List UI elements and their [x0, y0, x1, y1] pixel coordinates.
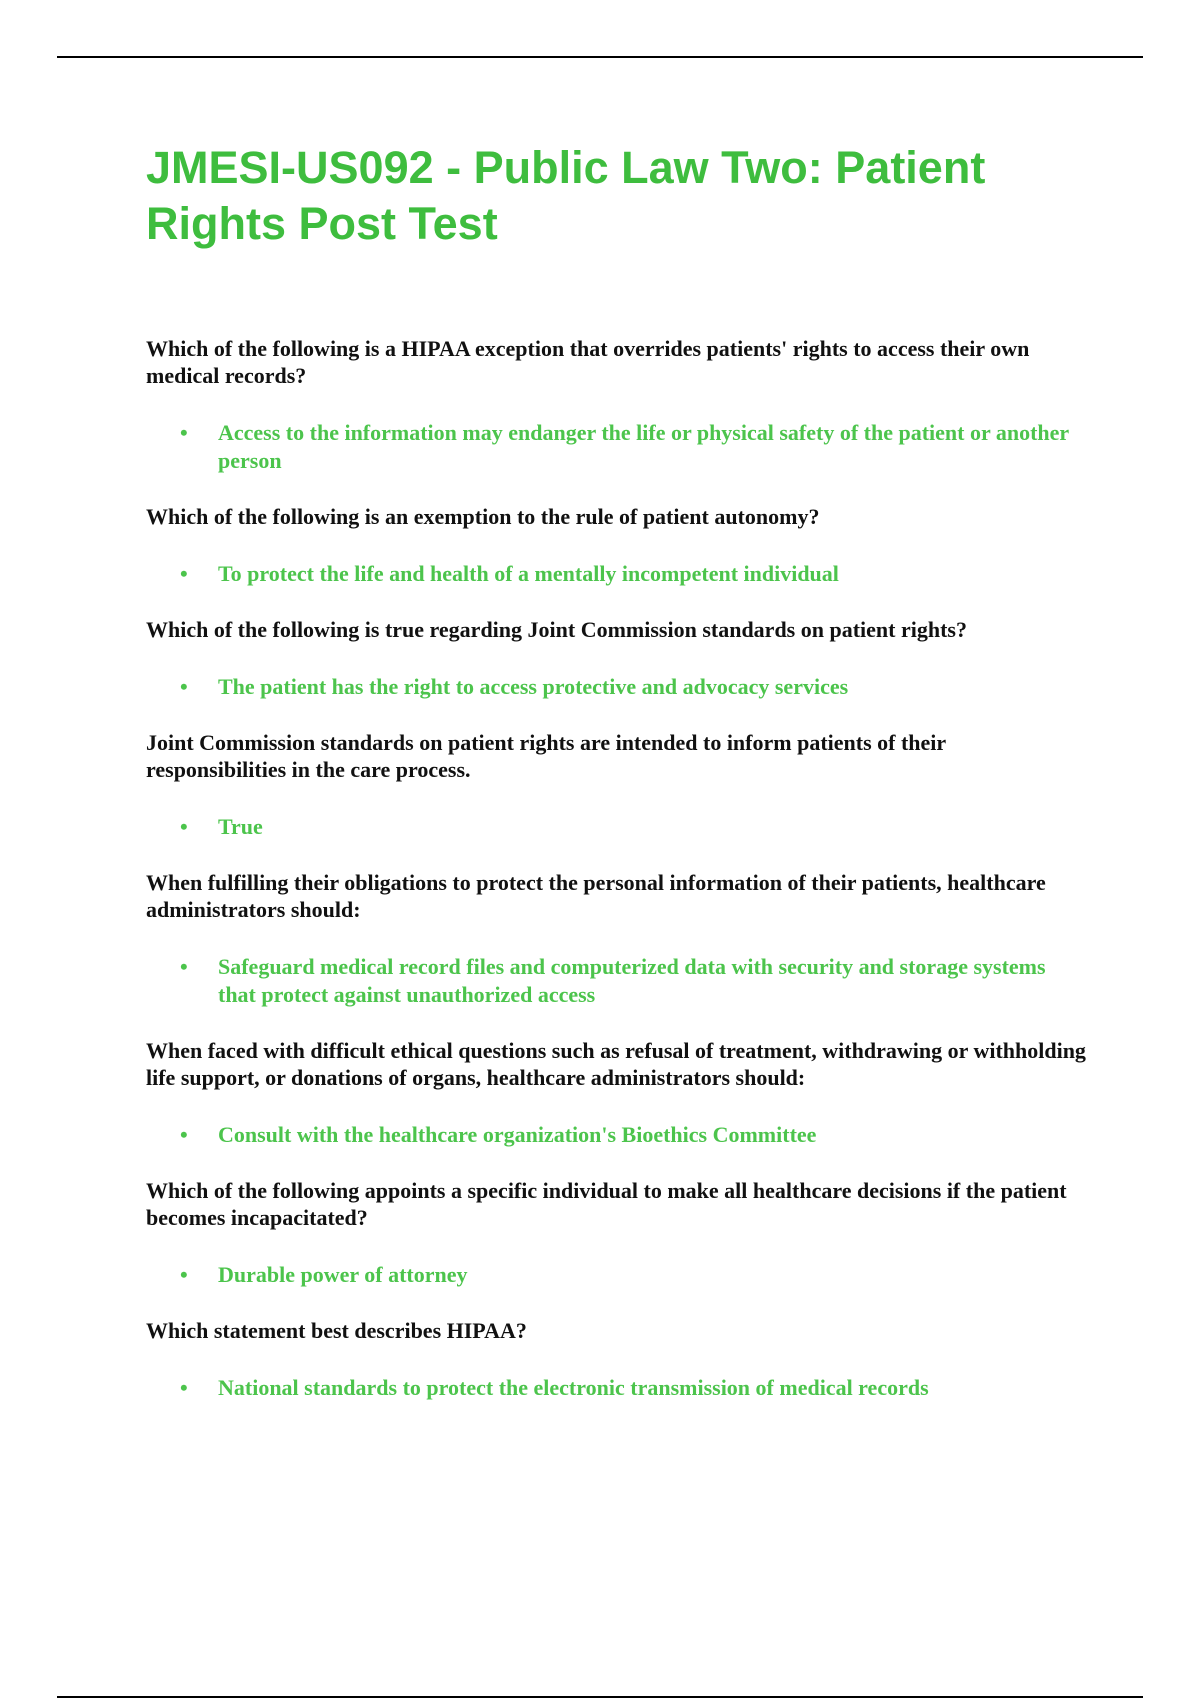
page-title: JMESI-US092 - Public Law Two: Patient Rights Post Test [146, 142, 986, 249]
question-text: Which of the following is true regarding Joint Commission standards on patient rights? [146, 617, 967, 642]
answer-list [146, 419, 1086, 475]
document-body [146, 140, 1086, 1430]
bullet-icon: • [180, 1122, 188, 1147]
question-text: Which statement best describes HIPAA? [146, 1318, 527, 1343]
answer-list [146, 1374, 1086, 1402]
answer-list [146, 813, 1086, 841]
question-text: Which of the following is an exemption to the rule of patient autonomy? [146, 504, 820, 529]
qa-item-7 [146, 1177, 1086, 1289]
qa-item-3 [146, 616, 1086, 701]
question-text: Which of the following is a HIPAA exception that overrides patients' rights to access their own medical records? [146, 336, 1030, 388]
qa-list [146, 335, 1086, 1402]
top-rule [57, 56, 1143, 58]
answer-label: National standards to protect the electronic transmission of medical records [218, 1375, 929, 1400]
bullet-icon: • [180, 674, 188, 699]
qa-item-2 [146, 503, 1086, 588]
qa-item-5 [146, 869, 1086, 1009]
bullet-icon: • [180, 814, 188, 839]
answer-list [146, 1261, 1086, 1289]
answer-label: To protect the life and health of a mentally incompetent individual [218, 561, 839, 586]
bottom-rule [57, 1696, 1143, 1698]
question-text: When faced with difficult ethical questions such as refusal of treatment, withdrawing or withholding life support, or donations of organs, healthcare administrators should: [146, 1038, 1086, 1090]
answer-label: Consult with the healthcare organization's Bioethics Committee [218, 1122, 817, 1147]
answer-text [146, 1374, 1086, 1402]
answer-label: The patient has the right to access protective and advocacy services [218, 674, 849, 699]
bullet-icon: • [180, 561, 188, 586]
answer-label: Durable power of attorney [218, 1262, 468, 1287]
answer-text [146, 953, 1086, 1009]
answer-label: Safeguard medical record files and computerized data with security and storage systems that protect against unauthorized access [218, 954, 1046, 1007]
qa-item-1 [146, 335, 1086, 475]
qa-item-8 [146, 1317, 1086, 1402]
bullet-icon: • [180, 954, 188, 979]
answer-list [146, 953, 1086, 1009]
answer-label: Access to the information may endanger the life or physical safety of the patient or another person [218, 420, 1069, 473]
answer-label: True [218, 814, 263, 839]
qa-item-6 [146, 1037, 1086, 1149]
answer-text [146, 1121, 1086, 1149]
answer-text [146, 813, 1086, 841]
answer-text [146, 560, 1086, 588]
answer-list [146, 560, 1086, 588]
answer-list [146, 1121, 1086, 1149]
qa-item-4 [146, 729, 1086, 841]
question-text: When fulfilling their obligations to protect the personal information of their patients, healthcare administrators should: [146, 870, 1046, 922]
bullet-icon: • [180, 1375, 188, 1400]
answer-text [146, 1261, 1086, 1289]
answer-list [146, 673, 1086, 701]
answer-text [146, 673, 1086, 701]
question-text: Which of the following appoints a specific individual to make all healthcare decisions if the patient becomes incapacitated? [146, 1178, 1067, 1230]
question-text: Joint Commission standards on patient rights are intended to inform patients of their responsibilities in the care process. [146, 730, 946, 782]
bullet-icon: • [180, 1262, 188, 1287]
bullet-icon: • [180, 420, 188, 445]
answer-text [146, 419, 1086, 475]
